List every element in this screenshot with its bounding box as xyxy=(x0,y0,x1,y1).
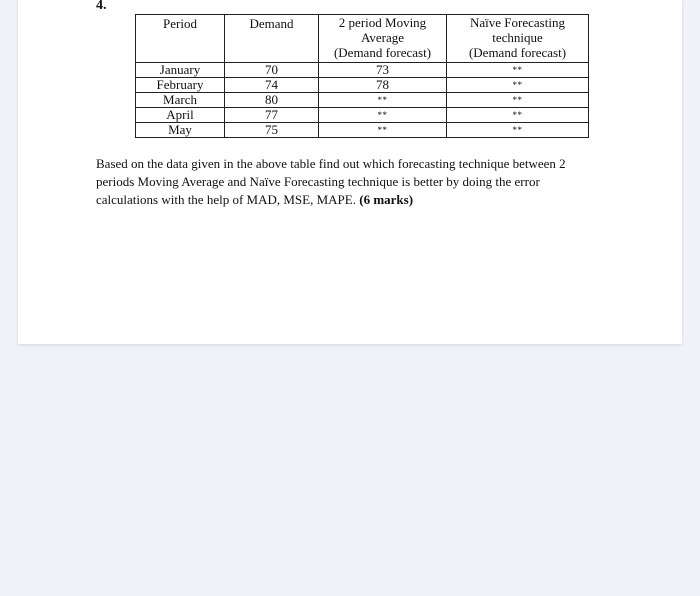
table-row xyxy=(136,63,589,78)
question-number: 4. xyxy=(96,0,107,13)
header-moving-average-line3: (Demand forecast) xyxy=(333,45,432,60)
cell-moving-average: ** xyxy=(319,93,447,108)
cell-moving-average: 73 xyxy=(319,63,447,78)
cell-demand: 74 xyxy=(225,78,319,93)
forecast-table xyxy=(135,14,589,138)
marks-label: (6 marks) xyxy=(359,192,414,207)
cell-naive: ** xyxy=(447,78,589,93)
cell-naive: ** xyxy=(447,63,589,78)
table-row xyxy=(136,108,589,123)
table-header-row xyxy=(136,15,589,63)
cell-period: April xyxy=(136,108,225,123)
cell-naive: ** xyxy=(447,93,589,108)
cell-period: January xyxy=(136,63,225,78)
cell-naive: ** xyxy=(447,108,589,123)
table-row xyxy=(136,93,589,108)
header-period: Period xyxy=(136,15,225,63)
cell-demand: 77 xyxy=(225,108,319,123)
cell-moving-average: 78 xyxy=(319,78,447,93)
header-naive-line3: (Demand forecast) xyxy=(468,45,567,60)
table-row xyxy=(136,78,589,93)
table-row xyxy=(136,123,589,138)
header-demand: Demand xyxy=(225,15,319,63)
cell-period: March xyxy=(136,93,225,108)
instruction-text: Based on the data given in the above table find out which forecasting technique between 2 periods Moving Average and Naïve Forecasting technique is better by doing the error calculations with the help of MAD, MSE, MAPE. xyxy=(96,156,566,207)
cell-period: May xyxy=(136,123,225,138)
header-naive-line2: technique xyxy=(492,30,543,45)
cell-naive: ** xyxy=(447,123,589,138)
cell-demand: 75 xyxy=(225,123,319,138)
cell-period: February xyxy=(136,78,225,93)
header-moving-average-line1: 2 period Moving xyxy=(338,15,427,30)
header-naive-line1: Naïve Forecasting xyxy=(470,15,565,30)
header-naive xyxy=(447,15,589,63)
document-page xyxy=(18,0,682,344)
question-text xyxy=(96,155,586,209)
cell-demand: 70 xyxy=(225,63,319,78)
cell-moving-average: ** xyxy=(319,108,447,123)
header-moving-average xyxy=(319,15,447,63)
header-moving-average-line2: Average xyxy=(360,30,405,45)
cell-demand: 80 xyxy=(225,93,319,108)
cell-moving-average: ** xyxy=(319,123,447,138)
